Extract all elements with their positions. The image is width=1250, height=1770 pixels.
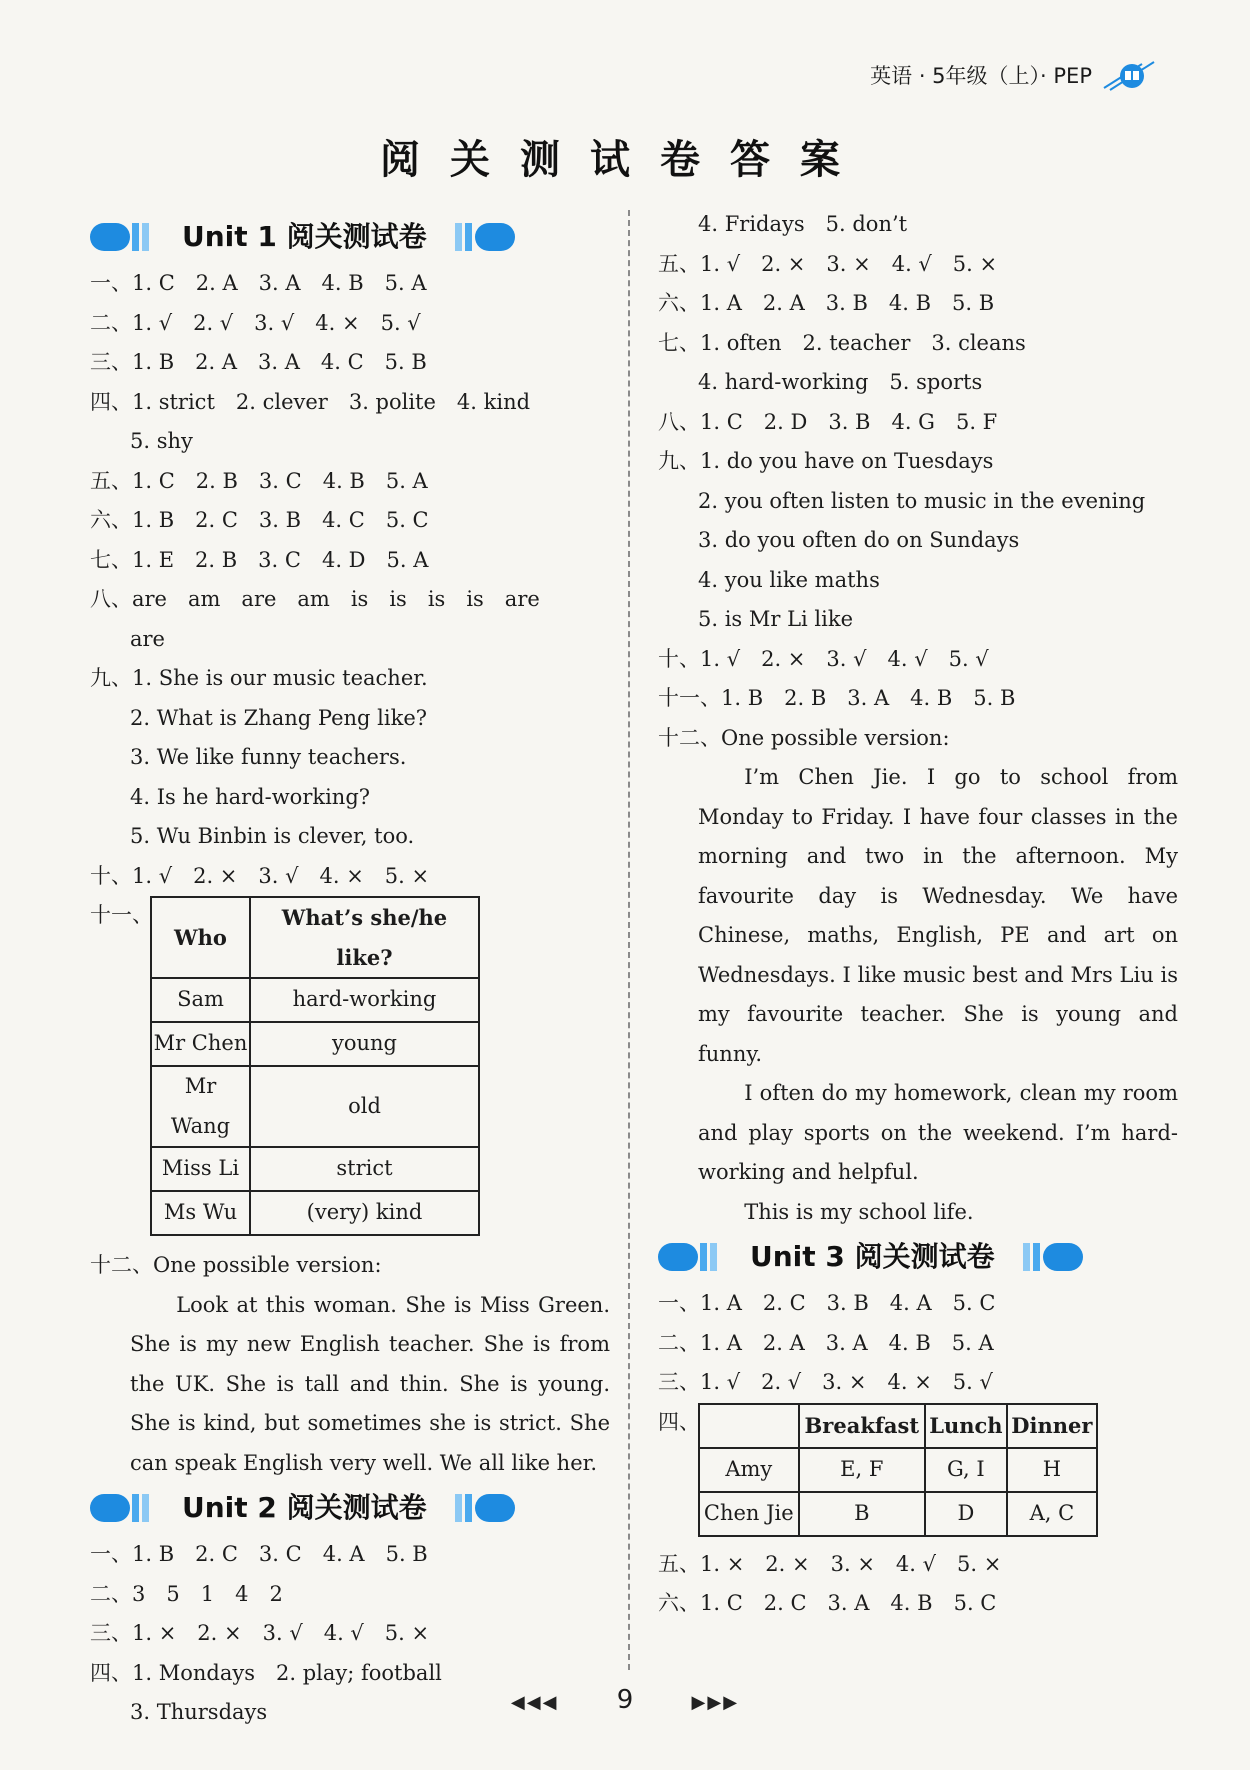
table-row [699, 1448, 1097, 1492]
column-divider [628, 210, 630, 1670]
unit1-section-10: 十、1. √ 2. × 3. √ 4. × 5. × [90, 863, 430, 888]
subject-label: 英语 · 5年级（上）· PEP [870, 64, 1092, 88]
unit2-section-12-para1: I’m Chen Jie. I go to school from Monday to Friday. I have four classes in the morning and two in the afternoon. My favourite day is Wednesday. We have Chinese, maths, English, PE and art on Wednesdays. I like music best and Mrs Liu is my favourite teacher. She is young and funny. [698, 765, 1178, 1066]
banner-left-decoration [658, 1243, 726, 1271]
unit3-section-4-label: 四、 [658, 1409, 700, 1434]
table-header-blank [699, 1404, 799, 1448]
prev-arrows-icon: ◀◀◀ [510, 1692, 559, 1713]
unit1-section-7: 七、1. E 2. B 3. C 4. D 5. A [90, 547, 429, 572]
table-cell: Amy [699, 1448, 799, 1492]
unit1-section-4: 四、1. strict 2. clever 3. polite 4. kind [90, 389, 531, 414]
banner-left-decoration [90, 223, 158, 251]
unit2-section-2: 二、3 5 1 4 2 [90, 1581, 283, 1606]
unit3-section-1: 一、1. A 2. C 3. B 4. A 5. C [658, 1291, 996, 1315]
unit2-section-4-cont2: 4. Fridays 5. don’t [698, 212, 908, 236]
table-cell: (very) kind [250, 1191, 479, 1235]
page-footer [0, 1685, 1250, 1715]
unit1-section-5: 五、1. C 2. B 3. C 4. B 5. A [90, 468, 428, 493]
unit2-banner [90, 1485, 610, 1531]
table-cell: old [250, 1066, 479, 1147]
table-cell: young [250, 1022, 479, 1066]
unit2-section-11: 十一、1. B 2. B 3. A 4. B 5. B [658, 686, 1016, 710]
table-cell: D [925, 1492, 1007, 1536]
table-header-lunch: Lunch [925, 1404, 1007, 1448]
unit1-section-9-3: 3. We like funny teachers. [130, 745, 407, 769]
unit3-section-2: 二、1. A 2. A 3. A 4. B 5. A [658, 1330, 994, 1355]
page-title: 阅关测试卷答案 [380, 136, 870, 183]
unit2-section-5: 五、1. √ 2. × 3. × 4. √ 5. × [658, 251, 998, 276]
unit2-section-9-1: 九、1. do you have on Tuesdays [658, 449, 994, 473]
unit1-section-1: 一、1. C 2. A 3. A 4. B 5. A [90, 271, 427, 295]
table-cell: G, I [925, 1448, 1007, 1492]
table-row [151, 1147, 479, 1191]
table-cell: Miss Li [151, 1147, 250, 1191]
unit1-section-8: 八、are am are am is is is is are [90, 587, 540, 611]
unit2-section-12-para2: I often do my homework, clean my room and play sports on the weekend. I’m hard-working and helpful. [698, 1081, 1178, 1184]
unit2-section-6: 六、1. A 2. A 3. B 4. B 5. B [658, 291, 995, 315]
unit1-section-12-text: Look at this woman. She is Miss Green. She is my new English teacher. She is from the UK. She is tall and thin. She is young. She is kind, but sometimes she is strict. She can speak English very well. We all like her. [130, 1292, 610, 1475]
unit2-section-7: 七、1. often 2. teacher 3. cleans [658, 330, 1026, 355]
table-header-dinner: Dinner [1007, 1404, 1097, 1448]
table-cell: Mr Wang [151, 1066, 250, 1147]
unit3-section-3: 三、1. √ 2. √ 3. × 4. × 5. √ [658, 1370, 993, 1394]
unit2-section-10: 十、1. √ 2. × 3. √ 4. √ 5. √ [658, 646, 989, 671]
table-row [151, 1191, 479, 1235]
table-header-like: What’s she/he like? [250, 897, 479, 978]
left-column [90, 212, 610, 1733]
unit1-title: Unit 1 阅关测试卷 [182, 220, 427, 254]
unit2-title: Unit 2 阅关测试卷 [182, 1491, 427, 1525]
next-arrows-icon: ▶▶▶ [691, 1692, 740, 1713]
table-cell: H [1007, 1448, 1097, 1492]
unit3-section-5: 五、1. × 2. × 3. × 4. √ 5. × [658, 1551, 1002, 1576]
table-cell: Sam [151, 978, 250, 1022]
table-cell: Chen Jie [699, 1492, 799, 1536]
banner-right-decoration [1017, 1243, 1085, 1271]
banner-right-decoration [449, 223, 517, 251]
unit1-section-9-1: 九、1. She is our music teacher. [90, 666, 428, 690]
table-row [151, 1022, 479, 1066]
unit3-banner [658, 1234, 1178, 1280]
unit2-section-9-5: 5. is Mr Li like [698, 607, 854, 631]
unit1-section-9-4: 4. Is he hard-working? [130, 784, 371, 809]
table-cell: strict [250, 1147, 479, 1191]
unit2-section-4: 四、1. Mondays 2. play; football [90, 1660, 442, 1685]
unit2-section-7-cont: 4. hard-working 5. sports [698, 370, 983, 394]
unit1-section-4-cont: 5. shy [130, 429, 193, 453]
table-row [151, 1066, 479, 1147]
unit3-section-6: 六、1. C 2. C 3. A 4. B 5. C [658, 1591, 997, 1615]
table-cell: Ms Wu [151, 1191, 250, 1235]
unit2-section-4-cont: 3. Thursdays [130, 1700, 268, 1724]
table-cell: A, C [1007, 1492, 1097, 1536]
unit1-section-9-5: 5. Wu Binbin is clever, too. [130, 824, 415, 848]
unit1-section-3: 三、1. B 2. A 3. A 4. C 5. B [90, 350, 427, 374]
banner-right-decoration [449, 1494, 517, 1522]
unit2-section-8: 八、1. C 2. D 3. B 4. G 5. F [658, 409, 998, 434]
unit1-section-8-cont: are [130, 626, 165, 651]
table-row [699, 1492, 1097, 1536]
table-header-breakfast: Breakfast [799, 1404, 925, 1448]
unit1-section-9-2: 2. What is Zhang Peng like? [130, 705, 428, 730]
unit2-section-9-3: 3. do you often do on Sundays [698, 528, 1020, 552]
unit1-section-2: 二、1. √ 2. √ 3. √ 4. × 5. √ [90, 310, 421, 335]
unit1-section-12-label: 十二、One possible version: [90, 1253, 382, 1277]
unit2-section-12-para3: This is my school life. [744, 1199, 974, 1224]
unit3-meal-table [698, 1403, 1098, 1537]
unit1-section-11-label: 十一、 [90, 903, 153, 927]
unit2-section-9-2: 2. you often listen to music in the evening [698, 488, 1146, 513]
unit1-section-6: 六、1. B 2. C 3. B 4. C 5. C [90, 508, 429, 532]
table-cell: E, F [799, 1448, 925, 1492]
page-header [870, 58, 1160, 92]
book-logo-icon [1102, 58, 1160, 92]
unit2-section-3: 三、1. × 2. × 3. √ 4. √ 5. × [90, 1621, 430, 1645]
unit3-title: Unit 3 阅关测试卷 [750, 1240, 995, 1274]
table-cell: B [799, 1492, 925, 1536]
unit2-section-1: 一、1. B 2. C 3. C 4. A 5. B [90, 1542, 428, 1566]
right-column [658, 205, 1178, 1624]
banner-left-decoration [90, 1494, 158, 1522]
table-header-who: Who [151, 897, 250, 978]
unit1-banner [90, 214, 610, 260]
unit2-section-9-4: 4. you like maths [698, 567, 880, 592]
table-cell: hard-working [250, 978, 479, 1022]
table-row [151, 978, 479, 1022]
unit1-answer-table [150, 896, 480, 1236]
page-number: 9 [616, 1685, 634, 1715]
unit2-section-12-label: 十二、One possible version: [658, 725, 950, 750]
table-cell: Mr Chen [151, 1022, 250, 1066]
